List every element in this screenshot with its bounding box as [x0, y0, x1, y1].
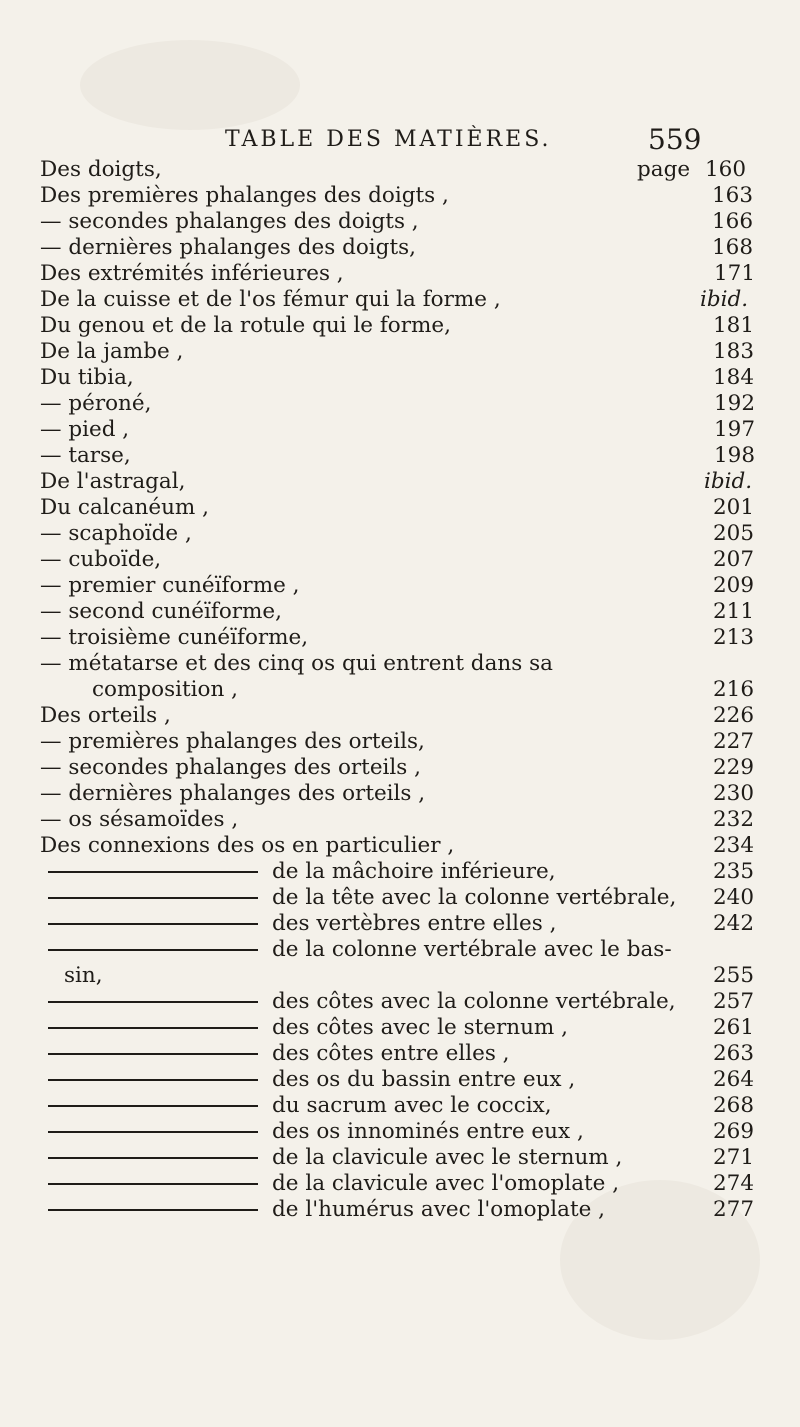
toc-entry-text: Des doigts,: [40, 157, 162, 182]
toc-entry-page: 264: [713, 1067, 755, 1092]
toc-entry-text: composition ,: [92, 677, 238, 702]
toc-entry-page: ibid.: [700, 287, 749, 312]
toc-entry-text: — dernières phalanges des doigts,: [40, 235, 416, 260]
toc-entry-page: 171: [714, 261, 756, 286]
toc-entry-page: 257: [713, 989, 755, 1014]
toc-entry-text: — secondes phalanges des doigts ,: [40, 209, 419, 234]
toc-entry-text: sin,: [64, 963, 103, 988]
ditto-dash-rule: [48, 1157, 258, 1159]
toc-entry-page: 181: [713, 313, 755, 338]
toc-entry-page: 271: [713, 1145, 755, 1170]
toc-entry-text: des vertèbres entre elles ,: [272, 911, 557, 936]
toc-entry-page: 168: [712, 235, 754, 260]
toc-entry-page: 261: [713, 1015, 755, 1040]
toc-entry-page: 216: [713, 677, 755, 702]
page-number: 559: [648, 123, 702, 156]
toc-entry-page: 197: [714, 417, 756, 442]
toc-entry-text: des côtes avec le sternum ,: [272, 1015, 568, 1040]
toc-entry-page: 207: [713, 547, 755, 572]
page-header: [0, 123, 800, 156]
toc-entry-text: — second cunéïforme,: [40, 599, 282, 624]
toc-entry-page: 205: [713, 521, 755, 546]
toc-entry-text: de la colonne vertébrale avec le bas-: [272, 937, 672, 962]
toc-entry-text: Du tibia,: [40, 365, 134, 390]
toc-entry-page: 274: [713, 1171, 755, 1196]
toc-entry-text: — premier cunéïforme ,: [40, 573, 300, 598]
toc-entry-text: des os innominés entre eux ,: [272, 1119, 584, 1144]
toc-entry-page: 166: [712, 209, 754, 234]
toc-entry-text: des côtes avec la colonne vertébrale,: [272, 989, 676, 1014]
page-label: page: [637, 157, 691, 182]
toc-entry-text: Des connexions des os en particulier ,: [40, 833, 455, 858]
toc-entry-page: 255: [713, 963, 755, 988]
toc-entry-text: — os sésamoïdes ,: [40, 807, 239, 832]
toc-entry-text: des côtes entre elles ,: [272, 1041, 510, 1066]
toc-entry-page: 268: [713, 1093, 755, 1118]
toc-entry-text: de l'humérus avec l'omoplate ,: [272, 1197, 606, 1222]
toc-entry-text: Des premières phalanges des doigts ,: [40, 183, 449, 208]
toc-entry-page: 163: [712, 183, 754, 208]
toc-entry-text: Des extrémités inférieures ,: [40, 261, 344, 286]
toc-entry-text: — péroné,: [40, 391, 152, 416]
toc-entry-page: 227: [713, 729, 755, 754]
toc-entry-text: Du calcanéum ,: [40, 495, 209, 520]
toc-entry-text: — scaphoïde ,: [40, 521, 192, 546]
toc-entry-text: Du genou et de la rotule qui le forme,: [40, 313, 451, 338]
toc-entry-page: 183: [713, 339, 755, 364]
toc-entry-page: 209: [713, 573, 755, 598]
toc-entry-page: 184: [713, 365, 755, 390]
toc-entry-text: — dernières phalanges des orteils ,: [40, 781, 426, 806]
toc-entry-text: de la mâchoire inférieure,: [272, 859, 556, 884]
toc-entry-text: de la clavicule avec le sternum ,: [272, 1145, 623, 1170]
toc-entry-page: 229: [713, 755, 755, 780]
running-title: TABLE DES MATIÈRES.: [225, 127, 552, 152]
toc-entry-text: du sacrum avec le coccix,: [272, 1093, 552, 1118]
toc-entry-text: — pied ,: [40, 417, 130, 442]
toc-entry-text: — troisième cunéïforme,: [40, 625, 309, 650]
ditto-dash-rule: [48, 1105, 258, 1107]
toc-entry-page: 198: [714, 443, 756, 468]
toc-entry-text: De l'astragal,: [40, 469, 186, 494]
toc-entry-text: — tarse,: [40, 443, 131, 468]
toc-entry-text: — cuboïde,: [40, 547, 162, 572]
ditto-dash-rule: [48, 1079, 258, 1081]
toc-entry-page: 160: [705, 157, 747, 182]
toc-entry-page: 213: [713, 625, 755, 650]
toc-entry-page: 277: [713, 1197, 755, 1222]
ditto-dash-rule: [48, 1209, 258, 1211]
toc-entry-page: 240: [713, 885, 755, 910]
ditto-dash-rule: [48, 1027, 258, 1029]
toc-entry-page: 235: [713, 859, 755, 884]
toc-entry-text: de la tête avec la colonne vertébrale,: [272, 885, 677, 910]
toc-entry-text: De la jambe ,: [40, 339, 184, 364]
toc-entry-text: Des orteils ,: [40, 703, 171, 728]
ditto-dash-rule: [48, 1183, 258, 1185]
paper-stain: [80, 40, 300, 130]
toc-entry-text: De la cuisse et de l'os fémur qui la forme ,: [40, 287, 501, 312]
toc-entry-text: des os du bassin entre eux ,: [272, 1067, 576, 1092]
toc-entry-page: 192: [714, 391, 756, 416]
toc-entry-page: ibid.: [704, 469, 753, 494]
ditto-dash-rule: [48, 923, 258, 925]
toc-entry-page: 242: [713, 911, 755, 936]
ditto-dash-rule: [48, 1001, 258, 1003]
ditto-dash-rule: [48, 897, 258, 899]
toc-entry-page: 230: [713, 781, 755, 806]
toc-entry-page: 232: [713, 807, 755, 832]
toc-entry-page: 211: [713, 599, 755, 624]
toc-entry-page: 263: [713, 1041, 755, 1066]
ditto-dash-rule: [48, 1053, 258, 1055]
toc-entry-page: 234: [713, 833, 755, 858]
toc-entry-page: 226: [713, 703, 755, 728]
ditto-dash-rule: [48, 949, 258, 951]
ditto-dash-rule: [48, 1131, 258, 1133]
toc-entry-text: de la clavicule avec l'omoplate ,: [272, 1171, 620, 1196]
toc-entry-text: — métatarse et des cinq os qui entrent dans sa: [40, 651, 553, 676]
toc-entry-page: 269: [713, 1119, 755, 1144]
ditto-dash-rule: [48, 871, 258, 873]
toc-entry-page: 201: [713, 495, 755, 520]
toc-entry-text: — secondes phalanges des orteils ,: [40, 755, 421, 780]
toc-entry-text: — premières phalanges des orteils,: [40, 729, 425, 754]
